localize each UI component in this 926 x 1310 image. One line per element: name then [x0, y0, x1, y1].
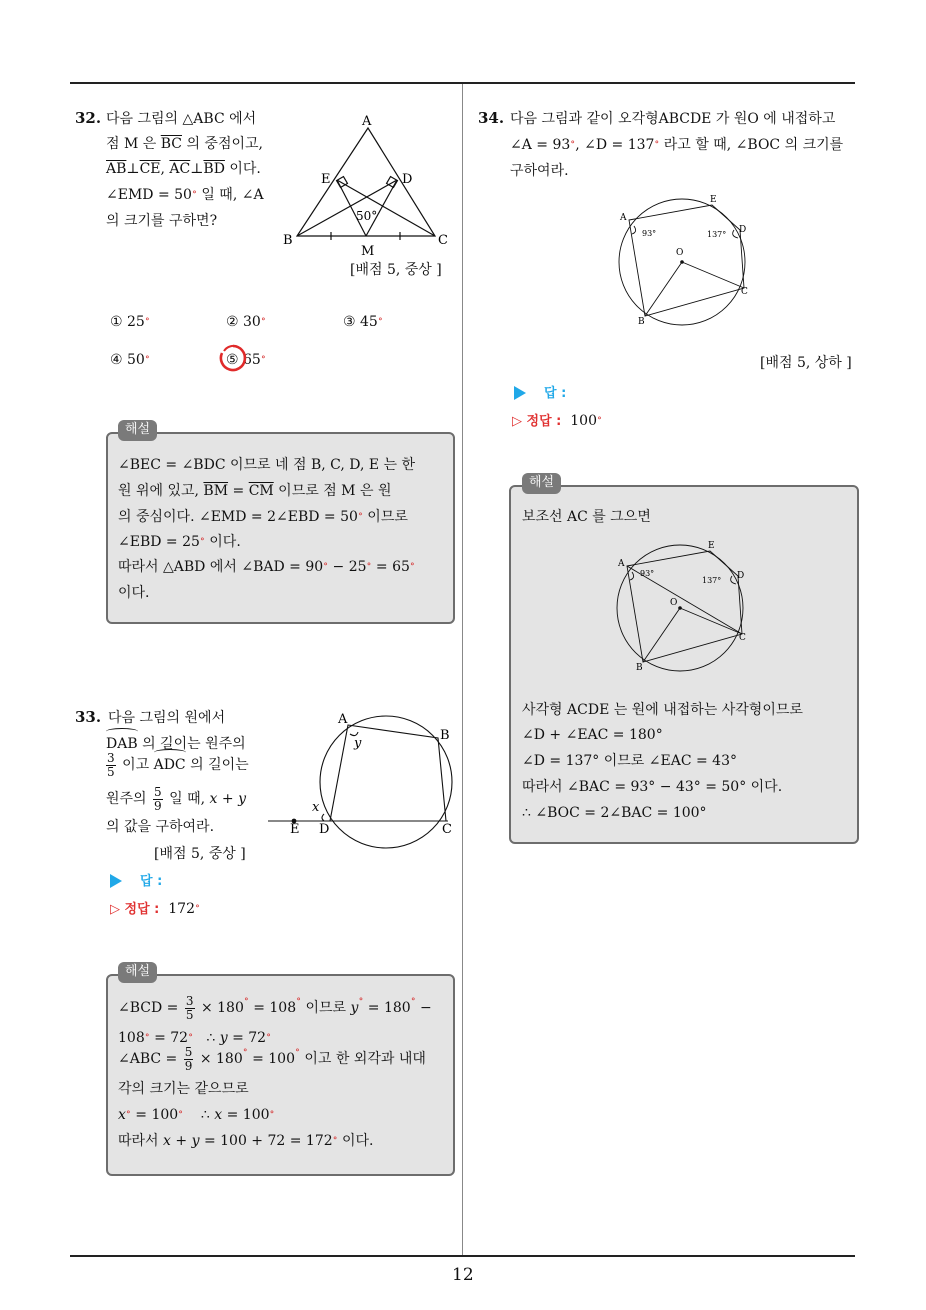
q34-solution-figure — [610, 536, 755, 676]
selected-answer-circle-icon — [218, 343, 248, 373]
q32-solution-tag: 해설 — [118, 420, 157, 441]
q33-sol-line3: ∠ABC = $\frac{5}{9}$ × 180∘ = 100∘ 이고 한 외각과 내대 — [118, 1045, 426, 1073]
fig-label-A: A — [362, 114, 372, 129]
fig34s-label-C: C — [739, 633, 746, 643]
q33-number: 33. — [75, 708, 102, 726]
fig33-label-E: E — [290, 822, 300, 837]
q34-sol-line5: ∴ ∠BOC = 2∠BAC = 100° — [522, 805, 707, 821]
q32-choice-5[interactable]: ⑤ 65∘ — [226, 352, 266, 368]
q32-sol-line2: 원 위에 있고, $\overline{BM} = \overline{CM}$ 이므로 점 M 은 원 — [118, 483, 392, 499]
q33-score: [배점 5, 중상 ] — [154, 846, 246, 862]
q33-solution-tag: 해설 — [118, 962, 157, 983]
q32-sol-line5: 따라서 △ABD 에서 ∠BAD = 90∘ − 25∘ = 65∘ — [118, 559, 415, 575]
q34-line1: 다음 그림과 같이 오각형ABCDE 가 원O 에 내접하고 — [510, 111, 836, 127]
q33-sol-line4: 각의 크기는 같으므로 — [118, 1081, 249, 1097]
q33-line4: 원주의 $\frac{5}{9}$ 일 때, x + y — [106, 785, 246, 813]
q32-sol-line1: ∠BEC = ∠BDC 이므로 네 점 B, C, D, E 는 한 — [118, 457, 416, 473]
fig34s-label-B: B — [636, 663, 643, 673]
q33-line5: 의 값을 구하여라. — [106, 819, 215, 835]
q32-sol-line4: ∠EBD = 25∘ 이다. — [118, 534, 241, 550]
q34-sol-line1: 사각형 ACDE 는 원에 내접하는 사각형이므로 — [522, 702, 803, 718]
fig-angle-50: 50° — [356, 209, 378, 223]
q34-sol-line4: 따라서 ∠BAC = 93° − 43° = 50° 이다. — [522, 779, 783, 795]
q34-line3: 구하여라. — [510, 163, 569, 179]
play-triangle-icon — [110, 874, 122, 888]
fig34-label-A: A — [620, 213, 627, 223]
q32-choice-3[interactable]: ③ 45∘ — [343, 314, 383, 330]
q34-circle-figure — [612, 190, 757, 330]
q34-sol-line2: ∠D + ∠EAC = 180° — [522, 727, 663, 743]
fig33-label-D: D — [319, 822, 330, 837]
q34-sol-line3: ∠D = 137° 이므로 ∠EAC = 43° — [522, 753, 737, 769]
fig34-label-D: D — [739, 225, 747, 235]
fig34s-angle-137: 137° — [702, 576, 722, 585]
q33-answer-row[interactable]: 답 : — [110, 874, 162, 888]
column-divider — [462, 84, 463, 1256]
fig34s-angle-93: 93° — [640, 569, 655, 578]
q32-sol-line3: 의 중심이다. ∠EMD = 2∠EBD = 50∘ 이므로 — [118, 509, 408, 525]
q34-number: 34. — [478, 109, 505, 127]
fig34-label-O: O — [676, 248, 684, 258]
fig34-angle-93: 93° — [642, 229, 657, 238]
q34-score: [배점 5, 상하 ] — [760, 355, 852, 371]
q32-line2: 점 M 은 $\overline{BC}$ 의 중점이고, — [106, 136, 263, 152]
fig33-label-C: C — [442, 822, 452, 837]
fig-label-D: D — [402, 172, 413, 187]
q33-circle-figure — [268, 708, 463, 858]
q34-solution-tag: 해설 — [522, 473, 561, 494]
fig33-label-y: y — [354, 736, 362, 751]
fig-label-E: E — [321, 172, 331, 187]
q32-choice-1[interactable]: ① 25∘ — [110, 314, 150, 330]
q32-score: [배점 5, 중상 ] — [350, 262, 442, 278]
q34-sol-intro: 보조선 AC 를 그으면 — [522, 509, 651, 525]
q32-line4: ∠EMD = 50∘ 일 때, ∠A — [106, 187, 264, 203]
fig33-label-B: B — [440, 728, 450, 743]
q32-number: 32. — [75, 109, 102, 127]
q34-correct-row: ▷ 정답 : 100∘ — [512, 413, 602, 429]
q32-choice-4[interactable]: ④ 50∘ — [110, 352, 150, 368]
q33-sol-line5: x∘ = 100∘ ∴ x = 100∘ — [118, 1107, 275, 1123]
fig34s-label-D: D — [737, 571, 745, 581]
q33-sol-line2: 108∘ = 72∘ ∴ y = 72∘ — [118, 1030, 271, 1046]
fig34s-label-E: E — [708, 541, 715, 551]
q33-line1: 다음 그림의 원에서 — [108, 710, 226, 726]
q32-line5: 의 크기를 구하면? — [106, 213, 218, 229]
fig34-label-E: E — [710, 195, 717, 205]
fig-label-B: B — [283, 233, 293, 248]
q32-line3: $\overline{AB}\perp\overline{CE}$, $\overline{AC}\perp\overline{BD}$ 이다. — [106, 161, 261, 177]
q33-sol-line6: 따라서 x + y = 100 + 72 = 172∘ 이다. — [118, 1133, 374, 1149]
q34-answer-row[interactable]: 답 : — [514, 386, 566, 400]
q33-sol-line1: ∠BCD = $\frac{3}{5}$ × 180∘ = 108∘ 이므로 y∘ = 180∘ − — [118, 994, 432, 1022]
fig34-label-B: B — [638, 317, 645, 327]
bottom-rule — [70, 1255, 855, 1257]
q34-line2: ∠A = 93∘, ∠D = 137∘ 라고 할 때, ∠BOC 의 크기를 — [510, 137, 844, 153]
q32-sol-line6: 이다. — [118, 585, 150, 601]
fig34-angle-137: 137° — [707, 230, 727, 239]
fig33-label-x: x — [312, 800, 320, 815]
q32-choice-2[interactable]: ② 30∘ — [226, 314, 266, 330]
q32-triangle-figure — [280, 110, 455, 260]
q32-line1: 다음 그림의 △ABC 에서 — [106, 111, 257, 127]
fig34-label-C: C — [741, 287, 748, 297]
fig34s-label-A: A — [618, 559, 625, 569]
q33-line3: $\frac{3}{5}$ 이고 ADC 의 길이는 — [107, 751, 249, 779]
fig-label-C: C — [438, 233, 448, 248]
q33-line2: DAB 의 길이는 원주의 — [106, 737, 246, 751]
fig34s-label-O: O — [670, 598, 678, 608]
play-triangle-icon — [514, 386, 526, 400]
q33-correct-row: ▷ 정답 : 172∘ — [110, 901, 200, 917]
fig-label-M: M — [361, 244, 375, 259]
fig33-label-A: A — [338, 712, 348, 727]
page-number: 12 — [452, 1265, 474, 1285]
